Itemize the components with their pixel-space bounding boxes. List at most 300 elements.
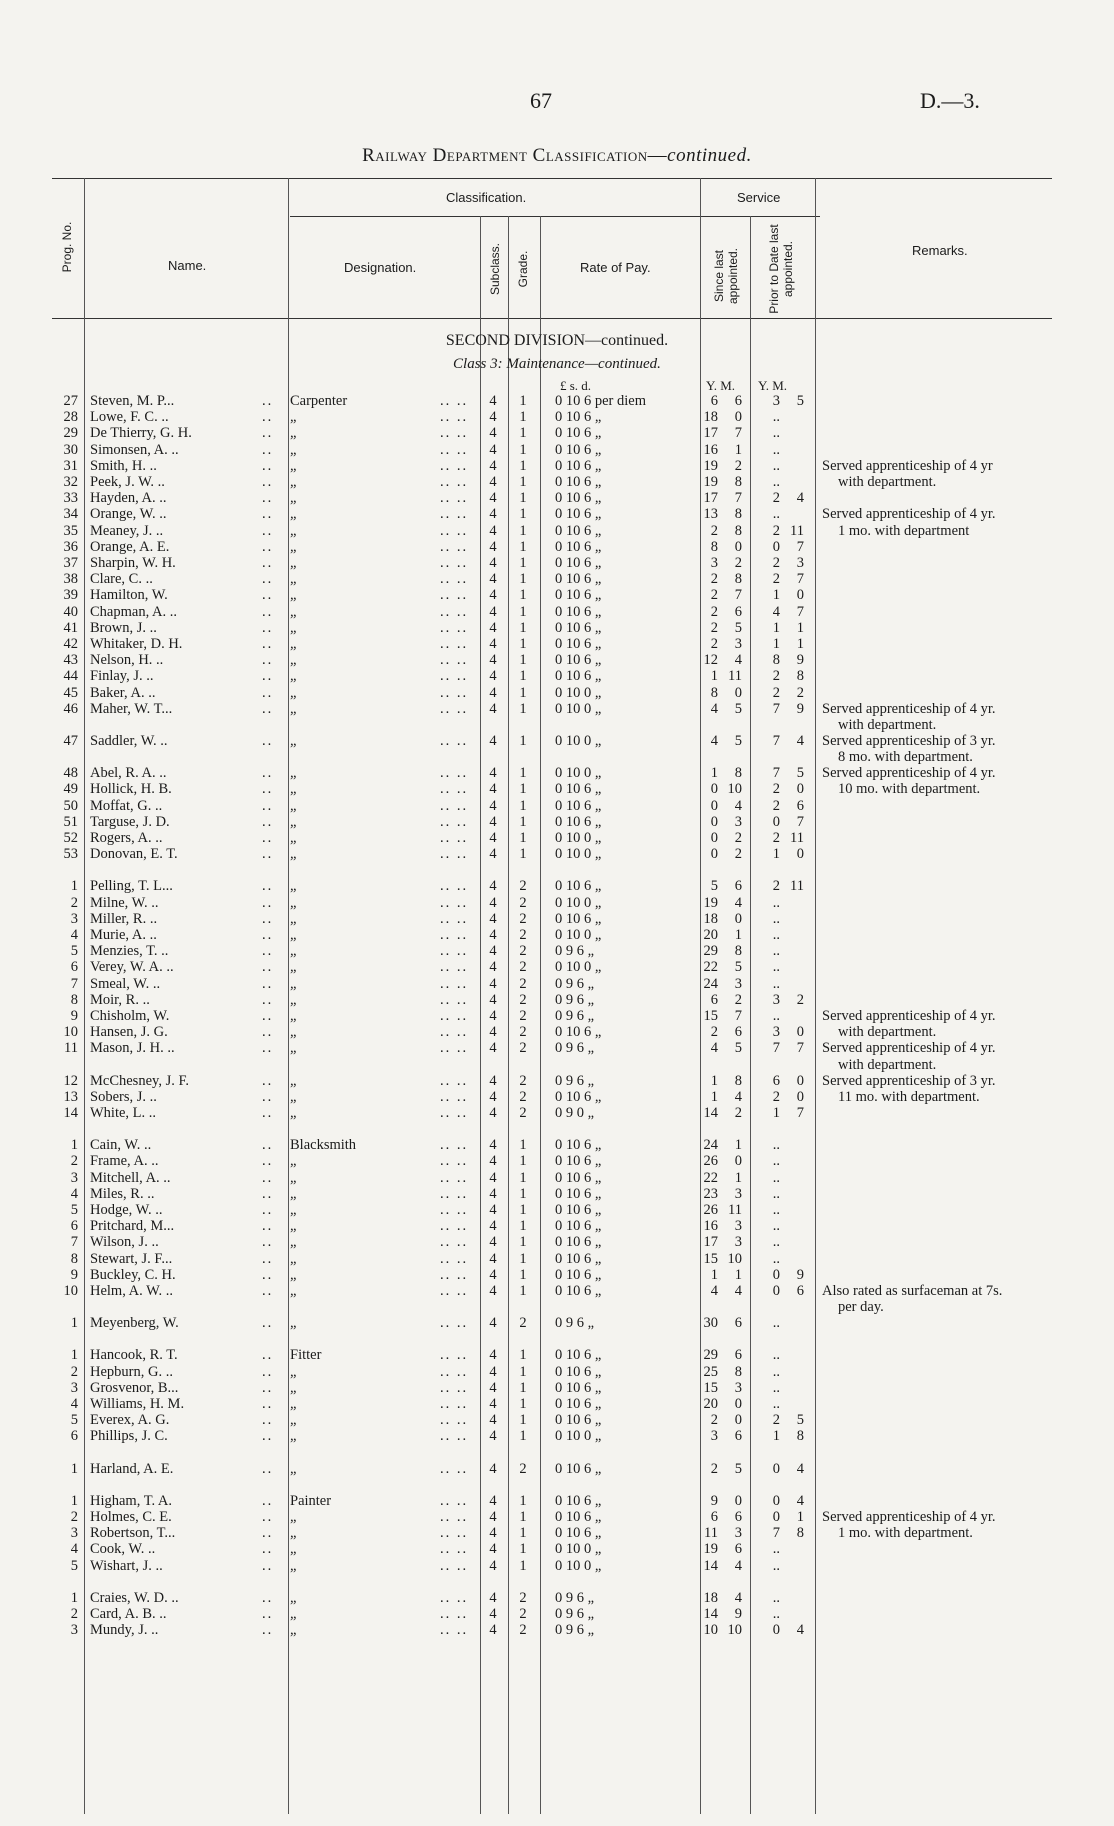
header-classification: Classification. bbox=[446, 190, 527, 205]
cell-n: 3 bbox=[70, 1622, 78, 1639]
cell-sub: 4 bbox=[489, 1509, 497, 1525]
cell-rate: 0 10 6 „ bbox=[555, 1234, 602, 1251]
cell-m2: 2 bbox=[796, 991, 804, 1008]
cell-name: Nelson, H. .. bbox=[90, 652, 164, 669]
cell-y2: .. bbox=[772, 1250, 780, 1267]
table-row bbox=[0, 911, 1114, 928]
cell-y2: 2 bbox=[772, 1412, 780, 1429]
cell-d2: .. .. bbox=[440, 1234, 469, 1251]
cell-m1: 5 bbox=[734, 733, 742, 749]
cell-desig: „ bbox=[290, 1185, 297, 1202]
cell-d2: .. .. bbox=[440, 1088, 469, 1105]
cell-y1: 0 bbox=[710, 781, 718, 798]
cell-grade: 1 bbox=[519, 797, 527, 814]
cell-d2: .. .. bbox=[440, 765, 469, 782]
cell-m1: 6 bbox=[734, 393, 742, 409]
cell-d2: .. .. bbox=[440, 636, 469, 652]
cell-d1: .. bbox=[262, 894, 274, 911]
cell-name: Robertson, T... bbox=[90, 1525, 176, 1542]
table-row bbox=[0, 1364, 1114, 1381]
cell-d2: .. .. bbox=[440, 1008, 469, 1024]
cell-m1: 0 bbox=[734, 1492, 742, 1509]
cell-rate: 0 10 6 „ bbox=[555, 474, 602, 490]
cell-y1: 8 bbox=[710, 684, 718, 701]
cell-m1: 8 bbox=[734, 1072, 742, 1089]
cell-d2: .. .. bbox=[440, 927, 469, 943]
cell-n: 29 bbox=[63, 425, 78, 442]
cell-rate: 0 10 6 „ bbox=[555, 781, 602, 798]
cell-d2: .. .. bbox=[440, 457, 469, 474]
cell-name: Cook, W. .. bbox=[90, 1541, 156, 1558]
cell-d1: .. bbox=[262, 1412, 274, 1429]
division-heading: SECOND DIVISION—continued. bbox=[445, 332, 669, 349]
cell-d1: .. bbox=[262, 1008, 274, 1024]
cell-grade: 1 bbox=[519, 684, 527, 701]
table-row bbox=[0, 393, 1114, 410]
cell-grade: 1 bbox=[519, 1509, 527, 1525]
units-pounds: £ s. d. bbox=[560, 378, 592, 393]
cell-y1: 0 bbox=[710, 813, 718, 830]
cell-y2: 2 bbox=[772, 878, 780, 895]
cell-m1: 3 bbox=[734, 975, 742, 992]
cell-d1: .. bbox=[262, 1492, 274, 1509]
cell-m2: 4 bbox=[796, 1460, 804, 1477]
cell-desig: Fitter bbox=[290, 1347, 322, 1364]
cell-m2: 9 bbox=[796, 652, 804, 669]
cell-y2: .. bbox=[772, 409, 780, 426]
cell-y1: 20 bbox=[703, 927, 718, 943]
cell-m2: 0 bbox=[796, 1072, 804, 1089]
cell-desig: „ bbox=[290, 894, 297, 911]
table-row bbox=[0, 620, 1114, 637]
cell-d2: .. .. bbox=[440, 1169, 469, 1186]
cell-y2: .. bbox=[772, 1589, 780, 1606]
cell-grade: 1 bbox=[519, 1202, 527, 1218]
cell-desig: „ bbox=[290, 1283, 297, 1299]
cell-d2: .. .. bbox=[440, 1218, 469, 1235]
cell-d2: .. .. bbox=[440, 603, 469, 620]
cell-y2: .. bbox=[772, 927, 780, 943]
cell-n: 31 bbox=[63, 457, 78, 474]
cell-n: 53 bbox=[63, 846, 78, 863]
cell-desig: „ bbox=[290, 1363, 297, 1380]
cell-n: 9 bbox=[70, 1266, 78, 1283]
cell-desig: „ bbox=[290, 684, 297, 701]
cell-y1: 2 bbox=[710, 522, 718, 539]
cell-name: Moir, R. .. bbox=[90, 991, 150, 1008]
cell-rate: 0 10 6 „ bbox=[555, 490, 602, 507]
cell-m1: 0 bbox=[734, 1396, 742, 1412]
cell-y1: 26 bbox=[703, 1202, 718, 1218]
cell-rate: 0 10 6 „ bbox=[555, 603, 602, 620]
cell-grade: 2 bbox=[519, 1589, 527, 1606]
cell-y1: 24 bbox=[703, 1137, 718, 1154]
cell-y2: .. bbox=[772, 1347, 780, 1364]
cell-grade: 2 bbox=[519, 910, 527, 927]
cell-name: Mundy, J. .. bbox=[90, 1622, 159, 1639]
cell-y2: 7 bbox=[772, 1040, 780, 1057]
cell-d2: .. .. bbox=[440, 813, 469, 830]
header-designation: Designation. bbox=[344, 260, 417, 275]
cell-m1: 6 bbox=[734, 1509, 742, 1525]
title-continued: continued. bbox=[667, 145, 752, 166]
cell-rate: 0 10 6 „ bbox=[555, 797, 602, 814]
cell-n: 45 bbox=[63, 684, 78, 701]
cell-sub: 4 bbox=[489, 1169, 497, 1186]
cell-n: 3 bbox=[70, 1379, 78, 1396]
cell-m1: 5 bbox=[734, 1460, 742, 1477]
cell-grade: 1 bbox=[519, 1541, 527, 1558]
cell-y1: 30 bbox=[703, 1315, 718, 1332]
cell-y1: 2 bbox=[710, 571, 718, 588]
cell-d1: .. bbox=[262, 619, 274, 636]
header-service: Service bbox=[737, 190, 781, 205]
cell-m2: 0 bbox=[796, 1024, 804, 1041]
cell-y1: 4 bbox=[710, 700, 718, 717]
cell-d1: .. bbox=[262, 1315, 274, 1332]
table-row bbox=[0, 1380, 1114, 1397]
cell-rate: 0 10 6 per diem bbox=[555, 393, 647, 409]
cell-y1: 5 bbox=[710, 878, 718, 895]
cell-m1: 0 bbox=[734, 538, 742, 555]
cell-rate: 0 10 0 „ bbox=[555, 1428, 602, 1445]
cell-m1: 3 bbox=[734, 1218, 742, 1235]
cell-d2: .. .. bbox=[440, 522, 469, 539]
cell-m1: 10 bbox=[727, 1250, 742, 1267]
cell-m1: 4 bbox=[734, 1557, 742, 1574]
cell-d2: .. .. bbox=[440, 1589, 469, 1606]
cell-sub: 4 bbox=[489, 619, 497, 636]
cell-desig: „ bbox=[290, 910, 297, 927]
cell-y2: 7 bbox=[772, 1525, 780, 1542]
cell-y2: 0 bbox=[772, 1492, 780, 1509]
cell-n: 50 bbox=[63, 797, 78, 814]
cell-grade: 2 bbox=[519, 1024, 527, 1041]
cell-name: Higham, T. A. bbox=[90, 1492, 173, 1509]
cell-grade: 2 bbox=[519, 1315, 527, 1332]
cell-d1: .. bbox=[262, 910, 274, 927]
cell-sub: 4 bbox=[489, 1266, 497, 1283]
cell-rate: 0 10 6 „ bbox=[555, 910, 602, 927]
cell-y1: 23 bbox=[703, 1185, 718, 1202]
header-grade: Grade. bbox=[516, 250, 530, 288]
cell-m1: 5 bbox=[734, 1040, 742, 1057]
cell-n: 12 bbox=[63, 1072, 78, 1089]
cell-grade: 2 bbox=[519, 1622, 527, 1639]
cell-desig: „ bbox=[290, 587, 297, 604]
cell-d1: .. bbox=[262, 1509, 274, 1525]
cell-m1: 7 bbox=[734, 425, 742, 442]
cell-name: Meaney, J. .. bbox=[90, 522, 164, 539]
cell-d1: .. bbox=[262, 700, 274, 717]
cell-n: 5 bbox=[70, 943, 78, 960]
cell-n: 51 bbox=[63, 813, 78, 830]
cell-d1: .. bbox=[262, 571, 274, 588]
cell-n: 1 bbox=[70, 1137, 78, 1154]
table-row bbox=[0, 1170, 1114, 1187]
cell-rate: 0 10 0 „ bbox=[555, 927, 602, 943]
cell-y2: 0 bbox=[772, 1283, 780, 1299]
cell-m1: 0 bbox=[734, 1412, 742, 1429]
cell-name: Cain, W. .. bbox=[90, 1137, 152, 1154]
cell-y1: 19 bbox=[703, 474, 718, 490]
cell-d2: .. .. bbox=[440, 506, 469, 523]
cell-sub: 4 bbox=[489, 1072, 497, 1089]
cell-n: 44 bbox=[63, 668, 78, 685]
cell-m1: 4 bbox=[734, 1589, 742, 1606]
cell-sub: 4 bbox=[489, 1363, 497, 1380]
cell-d1: .. bbox=[262, 1525, 274, 1542]
cell-n: 5 bbox=[70, 1202, 78, 1218]
cell-m2: 8 bbox=[796, 668, 804, 685]
cell-y2: 1 bbox=[772, 619, 780, 636]
remark-line: Served apprenticeship of 4 yr. bbox=[822, 700, 996, 717]
cell-m1: 1 bbox=[734, 1137, 742, 1154]
header-since-last: Since last appointed. bbox=[712, 247, 740, 305]
cell-sub: 4 bbox=[489, 409, 497, 426]
cell-name: Hepburn, G. .. bbox=[90, 1363, 173, 1380]
cell-m2: 3 bbox=[796, 555, 804, 571]
cell-rate: 0 10 6 „ bbox=[555, 587, 602, 604]
cell-name: Baker, A. .. bbox=[90, 684, 156, 701]
cell-desig: „ bbox=[290, 1153, 297, 1170]
cell-m1: 2 bbox=[734, 991, 742, 1008]
header-prior: Prior to Date last appointed. bbox=[767, 224, 795, 314]
cell-grade: 1 bbox=[519, 1492, 527, 1509]
cell-desig: „ bbox=[290, 636, 297, 652]
cell-y2: .. bbox=[772, 474, 780, 490]
cell-y2: .. bbox=[772, 1008, 780, 1024]
cell-name: Murie, A. .. bbox=[90, 927, 157, 943]
cell-d1: .. bbox=[262, 1428, 274, 1445]
cell-m2: 6 bbox=[796, 797, 804, 814]
cell-m2: 2 bbox=[796, 684, 804, 701]
cell-m2: 8 bbox=[796, 1525, 804, 1542]
cell-grade: 2 bbox=[519, 959, 527, 976]
cell-grade: 1 bbox=[519, 555, 527, 571]
cell-desig: „ bbox=[290, 781, 297, 798]
cell-grade: 1 bbox=[519, 457, 527, 474]
cell-grade: 1 bbox=[519, 441, 527, 458]
cell-desig: „ bbox=[290, 1202, 297, 1218]
cell-grade: 1 bbox=[519, 393, 527, 409]
cell-desig: „ bbox=[290, 1250, 297, 1267]
cell-y2: 0 bbox=[772, 1509, 780, 1525]
cell-m1: 8 bbox=[734, 571, 742, 588]
cell-d1: .. bbox=[262, 733, 274, 749]
cell-m1: 1 bbox=[734, 927, 742, 943]
cell-sub: 4 bbox=[489, 1105, 497, 1121]
cell-d2: .. .. bbox=[440, 1105, 469, 1121]
cell-rate: 0 9 6 „ bbox=[555, 943, 595, 960]
cell-name: Hansen, J. G. bbox=[90, 1024, 168, 1041]
cell-y2: 7 bbox=[772, 700, 780, 717]
cell-name: Smith, H. .. bbox=[90, 457, 157, 474]
cell-n: 2 bbox=[70, 1509, 78, 1525]
cell-name: Clare, C. .. bbox=[90, 571, 153, 588]
cell-rate: 0 10 0 „ bbox=[555, 846, 602, 863]
table-row bbox=[0, 1558, 1114, 1575]
cell-name: Wilson, J. .. bbox=[90, 1234, 159, 1251]
cell-d1: .. bbox=[262, 490, 274, 507]
cell-n: 7 bbox=[70, 975, 78, 992]
cell-name: Mitchell, A. .. bbox=[90, 1169, 171, 1186]
cell-d2: .. .. bbox=[440, 959, 469, 976]
cell-name: Miller, R. .. bbox=[90, 910, 158, 927]
cell-sub: 4 bbox=[489, 1396, 497, 1412]
cell-grade: 1 bbox=[519, 1525, 527, 1542]
cell-y1: 12 bbox=[703, 652, 718, 669]
cell-d1: .. bbox=[262, 878, 274, 895]
header-name: Name. bbox=[168, 258, 207, 273]
cell-n: 30 bbox=[63, 441, 78, 458]
cell-y1: 1 bbox=[710, 1088, 718, 1105]
cell-m1: 8 bbox=[734, 943, 742, 960]
cell-rate: 0 10 0 „ bbox=[555, 733, 602, 749]
cell-grade: 2 bbox=[519, 878, 527, 895]
cell-d1: .. bbox=[262, 813, 274, 830]
cell-sub: 4 bbox=[489, 1460, 497, 1477]
cell-y2: 1 bbox=[772, 636, 780, 652]
cell-n: 52 bbox=[63, 830, 78, 846]
cell-y2: 2 bbox=[772, 684, 780, 701]
cell-y2: 1 bbox=[772, 1428, 780, 1445]
cell-desig: „ bbox=[290, 1105, 297, 1121]
cell-desig: „ bbox=[290, 1412, 297, 1429]
cell-y2: .. bbox=[772, 1315, 780, 1332]
cell-sub: 4 bbox=[489, 1202, 497, 1218]
cell-grade: 2 bbox=[519, 1040, 527, 1057]
cell-m1: 4 bbox=[734, 1088, 742, 1105]
cell-sub: 4 bbox=[489, 636, 497, 652]
remark-line: 11 mo. with department. bbox=[838, 1088, 980, 1105]
cell-desig: „ bbox=[290, 991, 297, 1008]
cell-y1: 4 bbox=[710, 1283, 718, 1299]
cell-d1: .. bbox=[262, 1088, 274, 1105]
cell-m1: 4 bbox=[734, 1283, 742, 1299]
table-row bbox=[0, 587, 1114, 604]
cell-y2: .. bbox=[772, 959, 780, 976]
cell-m1: 7 bbox=[734, 1008, 742, 1024]
cell-d2: .. .. bbox=[440, 652, 469, 669]
cell-m1: 7 bbox=[734, 587, 742, 604]
cell-name: Wishart, J. .. bbox=[90, 1557, 163, 1574]
header-bottom-rule bbox=[52, 318, 1052, 319]
cell-n: 27 bbox=[63, 393, 78, 409]
cell-rate: 0 10 6 „ bbox=[555, 1266, 602, 1283]
cell-n: 4 bbox=[70, 1541, 78, 1558]
table-row bbox=[0, 830, 1114, 847]
cell-d1: .. bbox=[262, 1040, 274, 1057]
cell-y1: 2 bbox=[710, 587, 718, 604]
cell-n: 6 bbox=[70, 1218, 78, 1235]
cell-m1: 4 bbox=[734, 797, 742, 814]
remark-line: with department. bbox=[838, 717, 937, 733]
cell-rate: 0 9 6 „ bbox=[555, 975, 595, 992]
cell-grade: 2 bbox=[519, 1606, 527, 1622]
cell-m1: 3 bbox=[734, 636, 742, 652]
cell-rate: 0 10 6 „ bbox=[555, 1024, 602, 1041]
cell-d2: .. .. bbox=[440, 781, 469, 798]
cell-y1: 2 bbox=[710, 636, 718, 652]
cell-grade: 1 bbox=[519, 1379, 527, 1396]
cell-name: Simonsen, A. .. bbox=[90, 441, 179, 458]
cell-grade: 1 bbox=[519, 1283, 527, 1299]
cell-sub: 4 bbox=[489, 1137, 497, 1154]
cell-grade: 1 bbox=[519, 1137, 527, 1154]
cell-desig: „ bbox=[290, 1266, 297, 1283]
cell-m1: 1 bbox=[734, 441, 742, 458]
cell-desig: „ bbox=[290, 457, 297, 474]
cell-name: Donovan, E. T. bbox=[90, 846, 178, 863]
cell-n: 11 bbox=[64, 1040, 78, 1057]
cell-desig: „ bbox=[290, 1525, 297, 1542]
table-row bbox=[0, 1493, 1114, 1510]
cell-y2: 4 bbox=[772, 603, 780, 620]
cell-y1: 15 bbox=[703, 1250, 718, 1267]
cell-d2: .. .. bbox=[440, 1024, 469, 1041]
cell-d2: .. .. bbox=[440, 1283, 469, 1299]
cell-rate: 0 9 6 „ bbox=[555, 1622, 595, 1639]
cell-n: 8 bbox=[70, 991, 78, 1008]
remark-line: 8 mo. with department. bbox=[838, 749, 973, 766]
table-row bbox=[0, 814, 1114, 831]
cell-n: 38 bbox=[63, 571, 78, 588]
page-title: Railway Department Classification—continued. bbox=[362, 145, 752, 166]
cell-y2: .. bbox=[772, 457, 780, 474]
cell-rate: 0 9 0 „ bbox=[555, 1105, 595, 1121]
cell-n: 32 bbox=[63, 474, 78, 490]
cell-y1: 1 bbox=[710, 1266, 718, 1283]
remark-line: Served apprenticeship of 4 yr. bbox=[822, 506, 996, 523]
cell-m1: 6 bbox=[734, 603, 742, 620]
cell-d1: .. bbox=[262, 959, 274, 976]
table-row bbox=[0, 878, 1114, 895]
cell-sub: 4 bbox=[489, 555, 497, 571]
cell-y2: 1 bbox=[772, 846, 780, 863]
cell-sub: 4 bbox=[489, 975, 497, 992]
cell-y2: .. bbox=[772, 1185, 780, 1202]
cell-desig: „ bbox=[290, 733, 297, 749]
cell-y2: .. bbox=[772, 1137, 780, 1154]
cell-name: Verey, W. A. .. bbox=[90, 959, 174, 976]
cell-desig: „ bbox=[290, 765, 297, 782]
cell-y2: .. bbox=[772, 894, 780, 911]
cell-d1: .. bbox=[262, 636, 274, 652]
cell-rate: 0 10 6 „ bbox=[555, 619, 602, 636]
cell-m1: 7 bbox=[734, 490, 742, 507]
cell-m2: 4 bbox=[796, 1622, 804, 1639]
cell-y1: 18 bbox=[703, 910, 718, 927]
cell-n: 2 bbox=[70, 1606, 78, 1622]
cell-grade: 1 bbox=[519, 538, 527, 555]
cell-d1: .. bbox=[262, 603, 274, 620]
cell-grade: 2 bbox=[519, 927, 527, 943]
cell-m2: 7 bbox=[796, 1040, 804, 1057]
cell-grade: 1 bbox=[519, 1428, 527, 1445]
cell-y1: 16 bbox=[703, 1218, 718, 1235]
cell-d2: .. .. bbox=[440, 991, 469, 1008]
cell-y2: .. bbox=[772, 910, 780, 927]
cell-y2: 0 bbox=[772, 1460, 780, 1477]
cell-name: Orange, A. E. bbox=[90, 538, 170, 555]
cell-d1: .. bbox=[262, 538, 274, 555]
table-row bbox=[0, 668, 1114, 685]
cell-name: Everex, A. G. bbox=[90, 1412, 170, 1429]
cell-grade: 1 bbox=[519, 506, 527, 523]
cell-name: Chapman, A. .. bbox=[90, 603, 177, 620]
cell-d2: .. .. bbox=[440, 1072, 469, 1089]
